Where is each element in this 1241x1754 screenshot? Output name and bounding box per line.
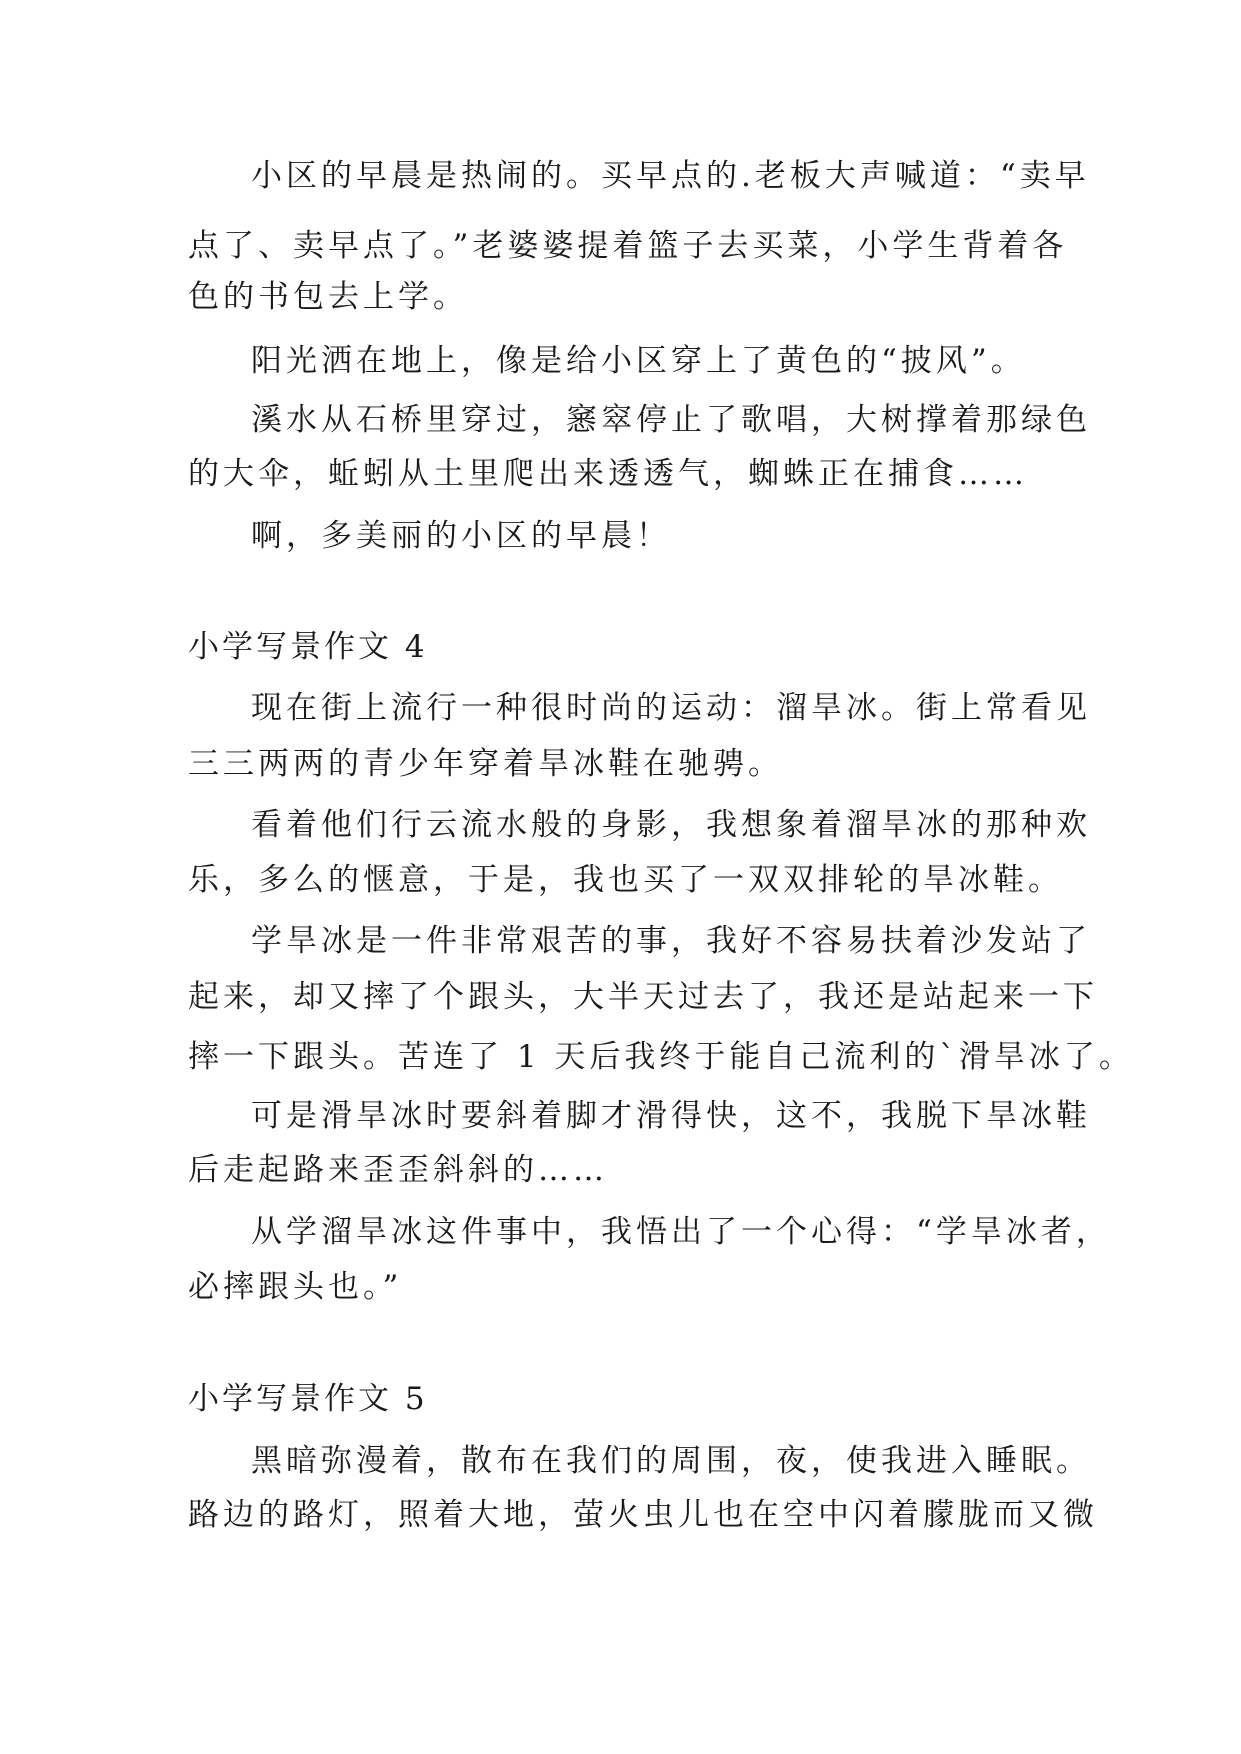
text-line: 溪水从石桥里穿过，窸窣停止了歌唱，大树撑着那绿色 [251,402,1091,438]
text-line: 可是滑旱冰时要斜着脚才滑得快，这不，我脱下旱冰鞋 [251,1098,1091,1134]
text-line: 摔一下跟头。苦连了 1 天后我终于能自己流利的`滑旱冰了。 [188,1039,1134,1075]
text-line: 阳光洒在地上，像是给小区穿上了黄色的“披风”。 [251,343,1026,379]
text-line: 现在街上流行一种很时尚的运动：溜旱冰。街上常看见 [251,690,1091,726]
text-line: 从学溜旱冰这件事中，我悟出了一个心得：“学旱冰者， [251,1214,1111,1250]
text-line: 小区的早晨是热闹的。买早点的.老板大声喊道：“卖早 [251,158,1090,194]
text-line: 必摔跟头也。” [188,1269,403,1305]
text-line: 起来，却又摔了个跟头，大半天过去了，我还是站起来一下 [188,979,1098,1015]
section-heading: 小学写景作文 4 [188,629,428,665]
text-line: 黑暗弥漫着，散布在我们的周围，夜，使我进入睡眠。 [251,1443,1091,1479]
text-line: 学旱冰是一件非常艰苦的事，我好不容易扶着沙发站了 [251,923,1091,959]
text-line: 啊，多美丽的小区的早晨！ [251,518,671,554]
section-heading: 小学写景作文 5 [188,1381,428,1417]
text-line: 色的书包去上学。 [188,279,468,315]
text-line: 三三两两的青少年穿着旱冰鞋在驰骋。 [188,746,783,782]
text-line: 后走起路来歪歪斜斜的…… [188,1152,608,1188]
text-line: 路边的路灯，照着大地，萤火虫儿也在空中闪着朦胧而又微 [188,1497,1098,1533]
text-line: 乐，多么的惬意，于是，我也买了一双双排轮的旱冰鞋。 [188,862,1063,898]
text-line: 看着他们行云流水般的身影，我想象着溜旱冰的那种欢 [251,807,1091,843]
text-line: 点了、卖早点了。”老婆婆提着篮子去买菜，小学生背着各 [188,228,1068,264]
text-line: 的大伞，蚯蚓从土里爬出来透透气，蜘蛛正在捕食…… [188,456,1028,492]
